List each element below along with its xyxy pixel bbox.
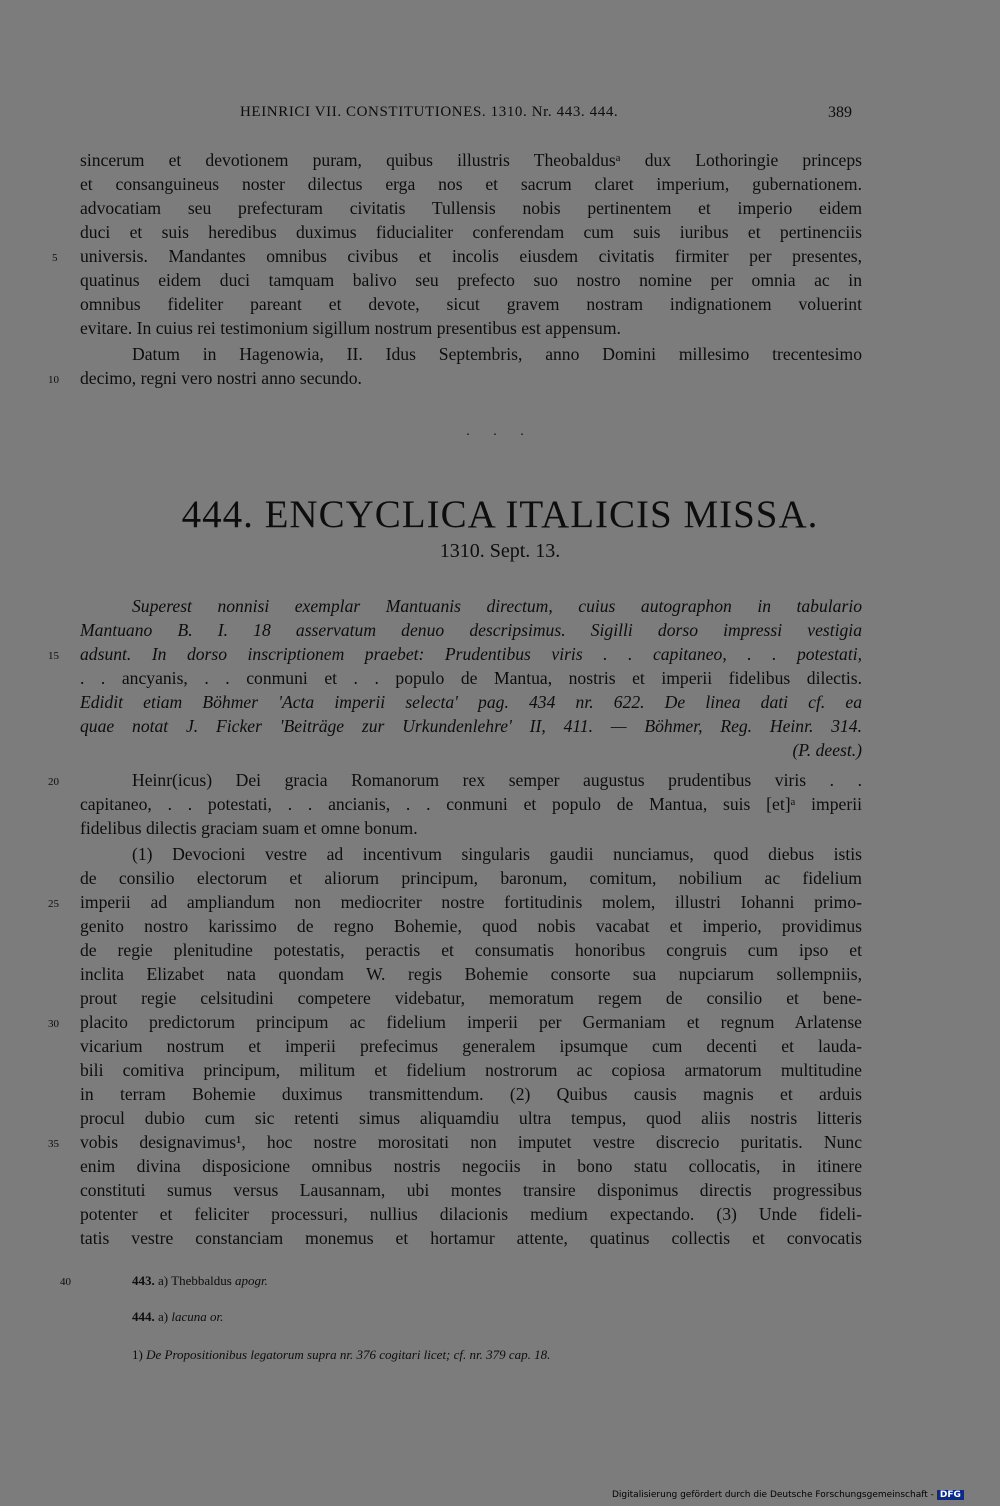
body-line: potenter et feliciter processuri, nullius dilacionis medium expectando. (3) Unde fideli- <box>80 1204 862 1224</box>
line-number: 35 <box>48 1138 59 1150</box>
body-line: constituti sumus versus Lausannam, ubi montes transire disponimus directis progressibus <box>80 1180 862 1200</box>
text-line: advocatiam seu prefecturam civitatis Tullensis nobis pertinentem et imperio eidem <box>80 198 862 218</box>
body-line: capitaneo, . . potestati, . . ancianis, . . conmuni et populo de Mantua, suis [et]ᵃ imperii <box>80 794 862 814</box>
footnote-note: De Propositionibus legatorum supra nr. 376 cogitari licet; cf. nr. 379 cap. 18. <box>146 1347 551 1362</box>
body-line: (1) Devocioni vestre ad incentivum singularis gaudii nunciamus, quod diebus istis <box>132 844 862 864</box>
text-line: omnibus fideliter pareant et devote, sicut gravem nostram indignationem voluerint <box>80 294 862 314</box>
intro-line: Mantuano B. I. 18 asservatum denuo descripsimus. Sigilli dorso impressi vestigia <box>80 620 862 640</box>
body-line: enim divina disposicione omnibus nostris negociis in bono statu collocatis, in itinere <box>80 1156 862 1176</box>
body-line: prout regie celsitudini competere videbatur, memoratum regem de consilio et bene- <box>80 988 862 1008</box>
separator: . . . <box>466 424 534 439</box>
footnote-note: lacuna or. <box>171 1309 224 1324</box>
intro-line: . . ancyanis, . . conmuni et . . populo de Mantua, nostris et imperii fidelibus dilectis. <box>80 668 862 688</box>
page-number: 389 <box>828 104 852 121</box>
text-line: decimo, regni vero nostri anno secundo. <box>80 368 362 388</box>
running-header <box>0 104 1000 126</box>
body-line: bili comitiva principum, militum et fidelium nostrorum ac copiosa armatorum multitudine <box>80 1060 862 1080</box>
body-line: genito nostro karissimo de regno Bohemie, quod nobis vacabat et imperio, providimus <box>80 916 862 936</box>
footnote-number: 443. <box>132 1273 155 1288</box>
footnote-text: Thebbaldus <box>171 1273 232 1288</box>
text-line: et consanguineus noster dilectus erga nos et sacrum claret imperium, gubernationem. <box>80 174 862 194</box>
text-line: evitare. In cuius rei testimonium sigillum nostrum presentibus est appensum. <box>80 318 621 338</box>
line-number: 20 <box>48 776 59 788</box>
body-line: de consilio electorum et aliorum principum, baronum, comitum, nobilium ac fidelium <box>80 868 862 888</box>
footnote-mark: a) <box>158 1273 169 1288</box>
body-line: vicarium nostrum et imperii prefecimus generalem ipsumque cum decenti et lauda- <box>80 1036 862 1056</box>
body-line: tatis vestre constanciam monemus et hortamur attente, quatinus collectis et convocatis <box>80 1228 862 1248</box>
body-line: fidelibus dilectis graciam suam et omne bonum. <box>80 818 418 838</box>
footnote-number: 444. <box>132 1309 155 1324</box>
line-number: 15 <box>48 650 59 662</box>
document-date: 1310. Sept. 13. <box>439 540 561 562</box>
dfg-footer <box>612 1490 964 1500</box>
body-line: imperii ad ampliandum non mediocriter nostre fortitudinis molem, illustri Iohanni primo- <box>80 892 862 912</box>
intro-line: quae notat J. Ficker 'Beiträge zur Urkundenlehre' II, 411. — Böhmer, Reg. Heinr. 314. <box>80 716 862 736</box>
footnote-note: apogr. <box>235 1273 268 1288</box>
dfg-logo: DFG <box>937 1490 964 1500</box>
text-line: duci et suis heredibus duximus fiducialiter conferendam cum suis iuribus et pertinenciis <box>80 222 862 242</box>
body-line: inclita Elizabet nata quondam W. regis Bohemie consorte sua nupciarum sollempniis, <box>80 964 862 984</box>
footnote-1 <box>132 1346 550 1364</box>
footnote-mark: a) <box>158 1309 169 1324</box>
body-line: vobis designavimus¹, hoc nostre morositati non imputet vestre discrecio puritatis. Nunc <box>80 1132 862 1152</box>
body-line: procul dubio cum sic retenti simus aliquamdiu ultra tempus, quod aliis nostris litteris <box>80 1108 862 1128</box>
footer-text: Digitalisierung gefördert durch die Deutsche Forschungsgemeinschaft - <box>612 1490 934 1500</box>
intro-line: Edidit etiam Böhmer 'Acta imperii selecta' pag. 434 nr. 622. De linea dati cf. ea <box>80 692 862 712</box>
body-line: Heinr(icus) Dei gracia Romanorum rex semper augustus prudentibus viris . . <box>132 770 862 790</box>
text-line: sincerum et devotionem puram, quibus illustris Theobaldusᵃ dux Lothoringie princeps <box>80 150 862 170</box>
intro-line: Superest nonnisi exemplar Mantuanis directum, cuius autographon in tabulario <box>132 596 862 616</box>
text-line: quatinus eidem duci tamquam balivo seu prefecto suo nostro nomine per omnia ac in <box>80 270 862 290</box>
line-number: 40 <box>60 1276 71 1288</box>
body-line: placito predictorum principum ac fidelium imperii per Germaniam et regnum Arlatense <box>80 1012 862 1032</box>
intro-line: adsunt. In dorso inscriptionem praebet: Prudentibus viris . . capitaneo, . . potestati, <box>80 644 862 664</box>
body-line: in terram Bohemie duximus transmittendum. (2) Quibus causis magnis et arduis <box>80 1084 862 1104</box>
footnote-number: 1) <box>132 1347 143 1362</box>
text-line: Datum in Hagenowia, II. Idus Septembris, anno Domini millesimo trecentesimo <box>132 344 862 364</box>
line-number: 25 <box>48 898 59 910</box>
footnote-444 <box>132 1308 223 1326</box>
document-title: 444. ENCYCLICA ITALICIS MISSA. <box>181 493 819 536</box>
line-number: 5 <box>52 252 58 264</box>
text-line: universis. Mandantes omnibus civibus et incolis eiusdem civitatis firmiter per presentes, <box>80 246 862 266</box>
line-number: 10 <box>48 374 59 386</box>
line-number: 30 <box>48 1018 59 1030</box>
intro-line: (P. deest.) <box>792 740 862 760</box>
running-title: HEINRICI VII. CONSTITUTIONES. 1310. Nr. 443. 444. <box>240 104 619 120</box>
footnote-443 <box>132 1272 268 1290</box>
body-line: de regie plenitudine potestatis, peractis et consumatis honoribus congruis cum ipso et <box>80 940 862 960</box>
